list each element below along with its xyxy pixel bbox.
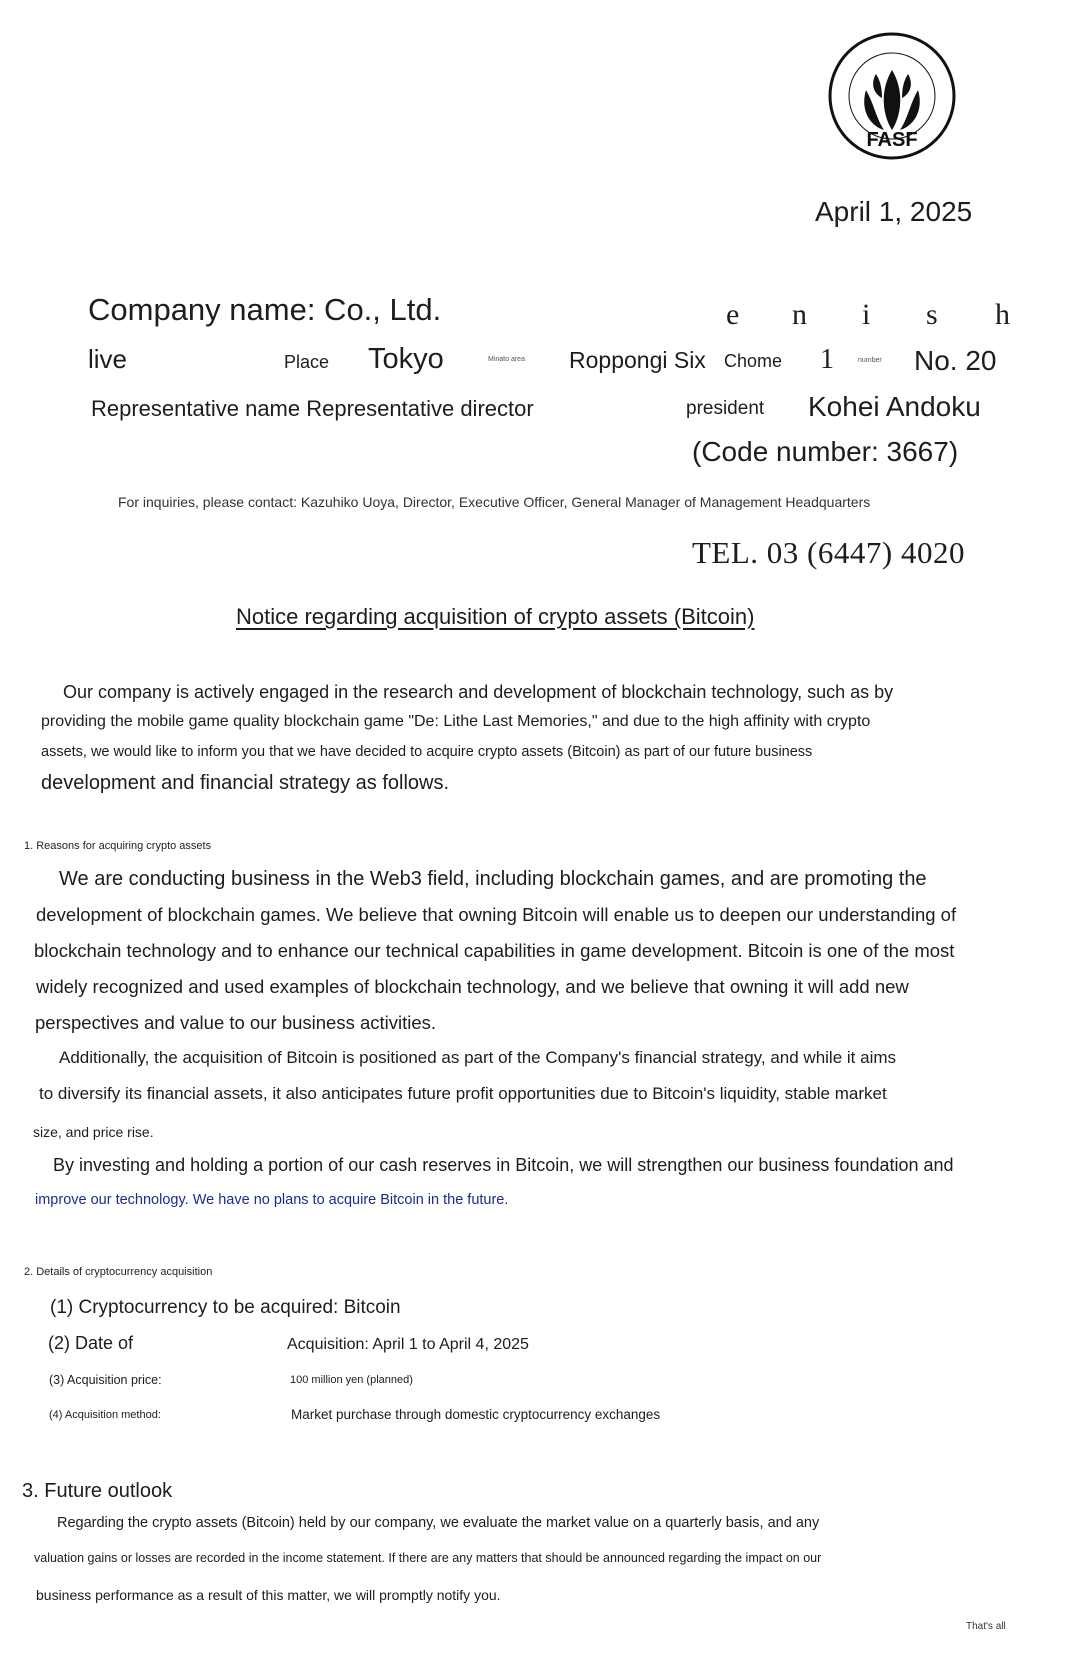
company-letter: i: [862, 298, 871, 331]
acquisition-item-method-label: (4) Acquisition method:: [49, 1409, 161, 1421]
address-block: 1: [820, 344, 834, 375]
section1-line: improve our technology. We have no plans to acquire Bitcoin in the future.: [35, 1192, 509, 1208]
intro-line: Our company is actively engaged in the research and development of blockchain technology, such as by: [63, 682, 894, 702]
section1-line: to diversify its financial assets, it also anticipates future profit opportunities due to Bitcoin's liquidity, stable market: [39, 1084, 887, 1103]
section3-heading: 3. Future outlook: [22, 1480, 173, 1502]
acquisition-item-price-label: (3) Acquisition price:: [49, 1373, 162, 1387]
intro-line: assets, we would like to inform you that we have decided to acquire crypto assets (Bitcoin) as part of our future business: [41, 744, 813, 760]
section2-heading: 2. Details of cryptocurrency acquisition: [24, 1266, 213, 1278]
section1-line: size, and price rise.: [33, 1124, 154, 1140]
address-city: Tokyo: [368, 343, 444, 375]
address-district: Roppongi Six: [569, 347, 706, 373]
code-number: (Code number: 3667): [692, 436, 959, 467]
section1-line: By investing and holding a portion of our cash reserves in Bitcoin, we will strengthen our business foundation and: [53, 1155, 954, 1175]
company-letter: e: [726, 298, 740, 331]
acquisition-item-crypto: (1) Cryptocurrency to be acquired: Bitcoin: [50, 1297, 401, 1318]
intro-line: development and financial strategy as follows.: [41, 772, 450, 794]
document-date: April 1, 2025: [815, 196, 973, 227]
representative-label: Representative name Representative director: [91, 396, 534, 421]
section3-line: Regarding the crypto assets (Bitcoin) held by our company, we evaluate the market value on a quarterly basis, and any: [57, 1515, 820, 1531]
telephone-number: TEL. 03 (6447) 4020: [692, 535, 965, 570]
president-label: president: [686, 398, 765, 419]
contact-info: For inquiries, please contact: Kazuhiko Uoya, Director, Executive Officer, General Manager of Management Headquarters: [118, 494, 871, 510]
section1-line: We are conducting business in the Web3 field, including blockchain games, and are promoting the: [59, 868, 927, 890]
section1-heading: 1. Reasons for acquiring crypto assets: [24, 840, 212, 852]
section1-line: perspectives and value to our business activities.: [35, 1012, 437, 1033]
company-letter: h: [995, 298, 1010, 331]
address-number: No. 20: [914, 345, 997, 376]
section3-line: business performance as a result of this matter, we will promptly notify you.: [36, 1587, 501, 1603]
section1-line: Additionally, the acquisition of Bitcoin is positioned as part of the Company's financial strategy, and while it aims: [59, 1048, 897, 1067]
section1-line: development of blockchain games. We believe that owning Bitcoin will enable us to deepen our understanding of: [36, 904, 957, 925]
acquisition-item-date-value: Acquisition: April 1 to April 4, 2025: [287, 1336, 529, 1353]
closing-text: That's all: [966, 1621, 1006, 1632]
acquisition-item-price-value: 100 million yen (planned): [290, 1374, 413, 1386]
address-live: live: [88, 344, 128, 374]
notice-title: Notice regarding acquisition of crypto assets (Bitcoin): [236, 604, 755, 629]
intro-line: providing the mobile game quality blockchain game "De: Lithe Last Memories," and due to the high affinity with crypto: [41, 713, 871, 730]
company-name-label: Company name: Co., Ltd.: [88, 292, 442, 327]
fasf-seal-logo: [826, 30, 958, 162]
address-chome: Chome: [724, 351, 783, 371]
address-number-label: number: [858, 357, 882, 364]
representative-name: Kohei Andoku: [808, 391, 981, 422]
address-area-label: Minato area: [488, 356, 525, 363]
acquisition-item-method-value: Market purchase through domestic cryptocurrency exchanges: [291, 1407, 661, 1422]
company-letter: n: [792, 298, 807, 331]
acquisition-item-date-label: (2) Date of: [48, 1333, 134, 1353]
section3-line: valuation gains or losses are recorded in the income statement. If there are any matters that should be announced regarding the impact on our: [34, 1551, 822, 1565]
address-place-label: Place: [284, 352, 330, 372]
section1-line: widely recognized and used examples of blockchain technology, and we believe that owning it will add new: [36, 976, 909, 997]
seal-text: FASF: [866, 129, 918, 151]
section1-line: blockchain technology and to enhance our technical capabilities in game development. Bitcoin is one of the most: [34, 940, 955, 961]
company-letter: s: [926, 298, 938, 331]
